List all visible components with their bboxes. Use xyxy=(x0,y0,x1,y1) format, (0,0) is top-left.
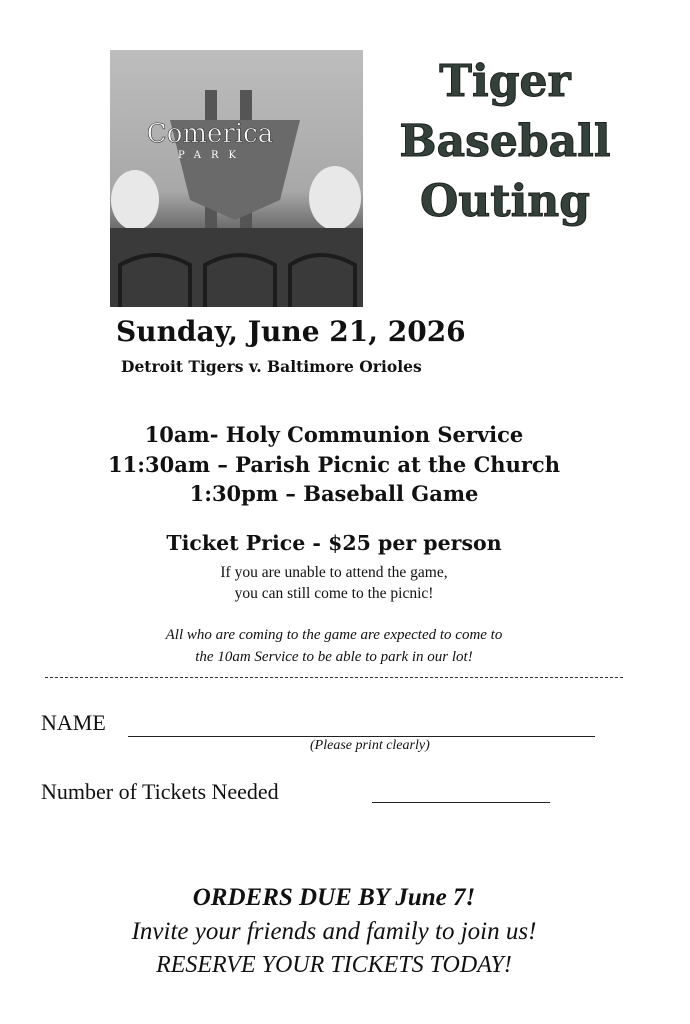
schedule xyxy=(0,420,668,509)
matchup: Detroit Tigers v. Baltimore Orioles xyxy=(121,357,422,376)
title-line-3: Outing xyxy=(419,176,591,227)
picnic-note xyxy=(0,562,668,604)
orders-due: ORDERS DUE BY June 7! xyxy=(192,884,476,911)
tickets-field[interactable] xyxy=(372,788,550,803)
parking-note xyxy=(0,624,668,668)
name-field[interactable] xyxy=(128,722,595,737)
ticket-price: Ticket Price - $25 per person xyxy=(166,531,502,555)
comerica-park-photo xyxy=(110,50,363,307)
svg-text:Comerica: Comerica xyxy=(146,119,274,149)
name-label: NAME xyxy=(41,710,106,735)
picnic-note-line: If you are unable to attend the game, xyxy=(220,564,448,581)
picnic-note-line: you can still come to the picnic! xyxy=(234,585,434,602)
event-date: Sunday, June 21, 2026 xyxy=(116,315,466,348)
parking-note-line: All who are coming to the game are expected to come to xyxy=(165,627,503,643)
schedule-item: 10am- Holy Communion Service xyxy=(144,422,524,447)
stadium-illustration xyxy=(110,50,363,307)
flyer-title xyxy=(395,52,615,232)
cut-line xyxy=(45,677,623,678)
parking-note-line: the 10am Service to be able to park in our lot! xyxy=(195,649,473,665)
schedule-item: 1:30pm – Baseball Game xyxy=(189,481,479,506)
schedule-item: 11:30am – Parish Picnic at the Church xyxy=(108,451,560,477)
title-line-1: Tiger xyxy=(439,56,571,107)
invite-text: Invite your friends and family to join us! xyxy=(131,918,537,945)
title-line-2: Baseball xyxy=(399,116,611,167)
svg-text:PARK: PARK xyxy=(177,150,247,161)
name-hint: (Please print clearly) xyxy=(310,738,430,753)
reserve-text: RESERVE YOUR TICKETS TODAY! xyxy=(156,952,512,978)
tickets-label: Number of Tickets Needed xyxy=(41,779,279,804)
